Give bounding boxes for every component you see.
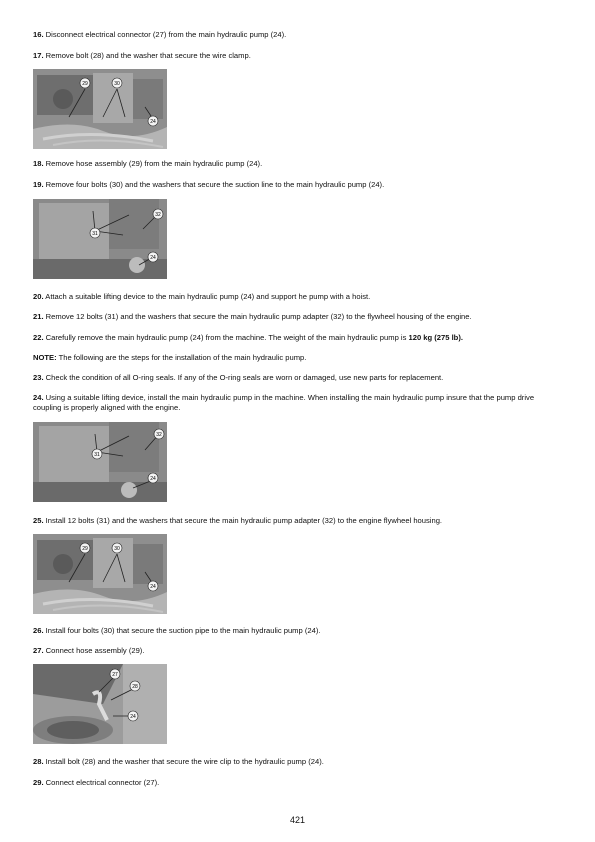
callout-31: 31 xyxy=(92,231,98,237)
step-21: 21. Remove 12 bolts (31) and the washers that secure the main hydraulic pump adapter (32) to the flywheel housing of the engine. xyxy=(33,312,472,321)
photo-suction-line xyxy=(33,199,167,279)
step-23: 23. Check the condition of all O-ring seals. If any of the O-ring seals are worn or damaged, use new parts for replacement. xyxy=(33,373,444,382)
step-17: 17. Remove bolt (28) and the washer that secure the wire clamp. xyxy=(33,51,251,60)
photo-suction-pipe xyxy=(33,534,167,614)
callout-29: 29 xyxy=(82,81,88,87)
step-27: 27. Connect hose assembly (29). xyxy=(33,646,145,655)
callout-24: 24 xyxy=(150,476,156,482)
step-22: 22. Carefully remove the main hydraulic pump (24) from the machine. The weight of the main hydraulic pump is 120 kg (275 lb). xyxy=(33,333,463,342)
step-24: 24. Using a suitable lifting device, install the main hydraulic pump in the machine. When installing the main hydraulic pump insure that the pump drive coupling is properly aligned with the engine. xyxy=(33,393,535,412)
step-25: 25. Install 12 bolts (31) and the washers that secure the main hydraulic pump adapter (32) to the engine flywheel housing. xyxy=(33,516,443,525)
callout-29: 29 xyxy=(82,546,88,552)
callout-32: 32 xyxy=(155,212,161,218)
photo-4-illustration xyxy=(33,534,167,614)
step-26: 26. Install four bolts (30) that secure the suction pipe to the main hydraulic pump (24). xyxy=(33,626,321,635)
callout-24: 24 xyxy=(150,255,156,261)
step-19: 19. Remove four bolts (30) and the washers that secure the suction line to the main hydraulic pump (24). xyxy=(33,180,385,189)
photo-3-illustration xyxy=(33,422,167,502)
photo-2-illustration xyxy=(33,199,167,279)
callout-24: 24 xyxy=(130,714,136,720)
step-18: 18. Remove hose assembly (29) from the main hydraulic pump (24). xyxy=(33,159,263,168)
note: NOTE: The following are the steps for the installation of the main hydraulic pump. xyxy=(33,353,307,362)
photo-pump-adapter xyxy=(33,422,167,502)
callout-30: 30 xyxy=(114,546,120,552)
step-29: 29. Connect electrical connector (27). xyxy=(33,778,160,787)
callout-24: 24 xyxy=(150,584,156,590)
page-number: 421 xyxy=(289,815,306,825)
photo-1-illustration xyxy=(33,69,167,149)
photo-hose-assembly xyxy=(33,664,167,744)
callout-31: 31 xyxy=(94,452,100,458)
step-16: 16. Disconnect electrical connector (27) from the main hydraulic pump (24). xyxy=(33,30,287,39)
photo-5-illustration xyxy=(33,664,167,744)
callout-28: 28 xyxy=(132,684,138,690)
callout-30: 30 xyxy=(114,81,120,87)
step-28: 28. Install bolt (28) and the washer that secure the wire clip to the hydraulic pump (24). xyxy=(33,757,324,766)
step-20: 20. Attach a suitable lifting device to the main hydraulic pump (24) and support he pump with a hoist. xyxy=(33,292,371,301)
callout-24: 24 xyxy=(150,119,156,125)
photo-wire-clamp xyxy=(33,69,167,149)
callout-27: 27 xyxy=(112,672,118,678)
callout-32: 32 xyxy=(156,432,162,438)
